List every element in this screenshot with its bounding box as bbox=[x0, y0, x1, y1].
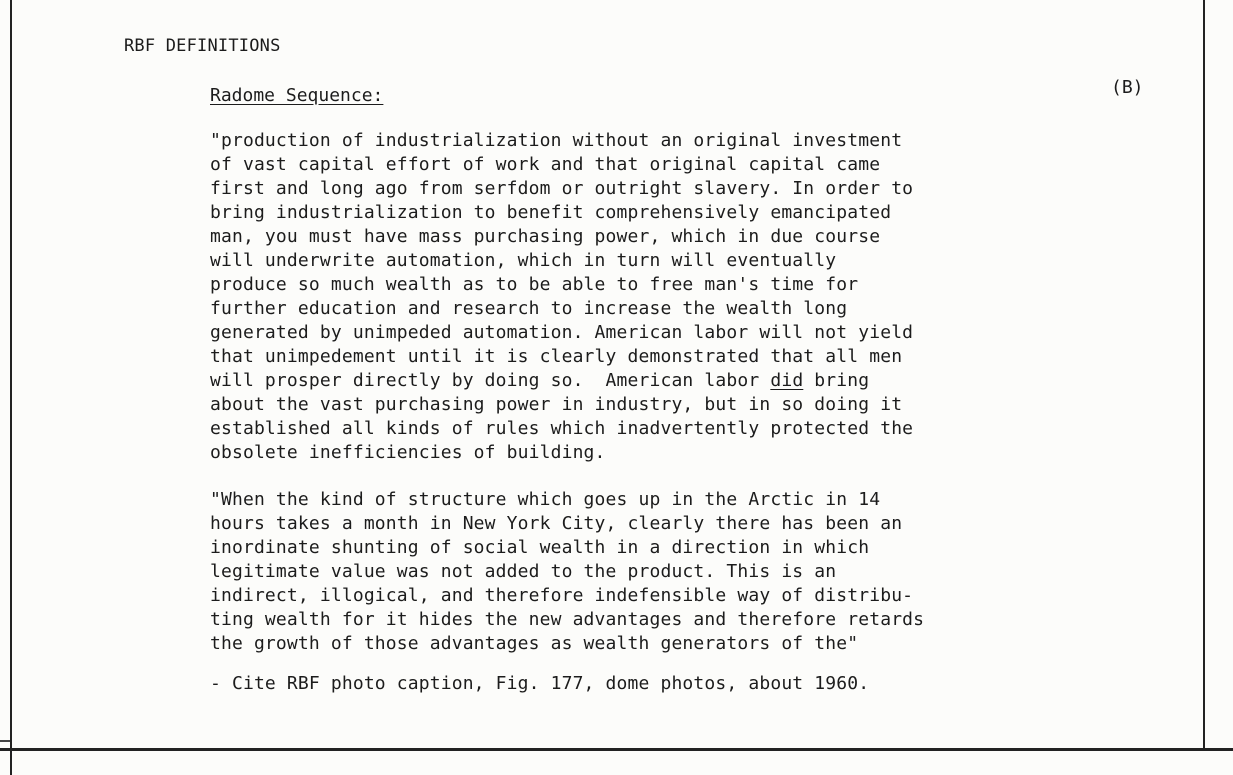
quote-paragraph-1 bbox=[210, 129, 913, 465]
paragraph-line: further education and research to increase the wealth long bbox=[210, 298, 848, 319]
section-title: Radome Sequence: bbox=[210, 85, 384, 106]
line-head: will prosper directly by doing so. American labor bbox=[210, 370, 771, 391]
quote-paragraph-2 bbox=[210, 488, 924, 656]
paragraph-line: obsolete inefficiencies of building. bbox=[210, 442, 606, 463]
emphasized-word: did bbox=[770, 370, 804, 391]
paragraph-line-with-emphasis bbox=[210, 369, 913, 393]
paragraph-line: inordinate shunting of social wealth in a direction in which bbox=[210, 537, 870, 558]
page-border-tick bbox=[0, 740, 10, 742]
paragraph-line: established all kinds of rules which inadvertently protected the bbox=[210, 418, 914, 439]
paragraph-line: produce so much wealth as to be able to free man's time for bbox=[210, 274, 859, 295]
paragraph-line: "production of industrialization without an original investment bbox=[210, 130, 903, 151]
line-tail: bring bbox=[803, 370, 870, 391]
paragraph-line: legitimate value was not added to the product. This is an bbox=[210, 561, 837, 582]
paragraph-line: the growth of those advantages as wealth generators of the" bbox=[210, 633, 859, 654]
paragraph-line: that unimpedement until it is clearly demonstrated that all men bbox=[210, 346, 903, 367]
page-reference: (B) bbox=[1111, 77, 1144, 98]
paragraph-line: hours takes a month in New York City, clearly there has been an bbox=[210, 513, 903, 534]
document-header-title: RBF DEFINITIONS bbox=[124, 36, 281, 56]
page-border-right bbox=[1203, 0, 1205, 748]
paragraph-line: man, you must have mass purchasing power, which in due course bbox=[210, 226, 881, 247]
paragraph-line: generated by unimpeded automation. American labor will not yield bbox=[210, 322, 914, 343]
paragraph-line: ting wealth for it hides the new advantages and therefore retards bbox=[210, 609, 925, 630]
paragraph-line: will underwrite automation, which in turn will eventually bbox=[210, 250, 837, 271]
paragraph-line: indirect, illogical, and therefore indefensible way of distribu- bbox=[210, 585, 914, 606]
paragraph-line: first and long ago from serfdom or outright slavery. In order to bbox=[210, 178, 914, 199]
paragraph-line: bring industrialization to benefit comprehensively emancipated bbox=[210, 202, 892, 223]
citation: - Cite RBF photo caption, Fig. 177, dome photos, about 1960. bbox=[210, 673, 870, 694]
paragraph-line: "When the kind of structure which goes up in the Arctic in 14 bbox=[210, 489, 881, 510]
paragraph-line: about the vast purchasing power in industry, but in so doing it bbox=[210, 394, 903, 415]
page-border-bottom bbox=[0, 748, 1233, 751]
page-border-left bbox=[10, 0, 12, 775]
paragraph-line: of vast capital effort of work and that original capital came bbox=[210, 154, 881, 175]
